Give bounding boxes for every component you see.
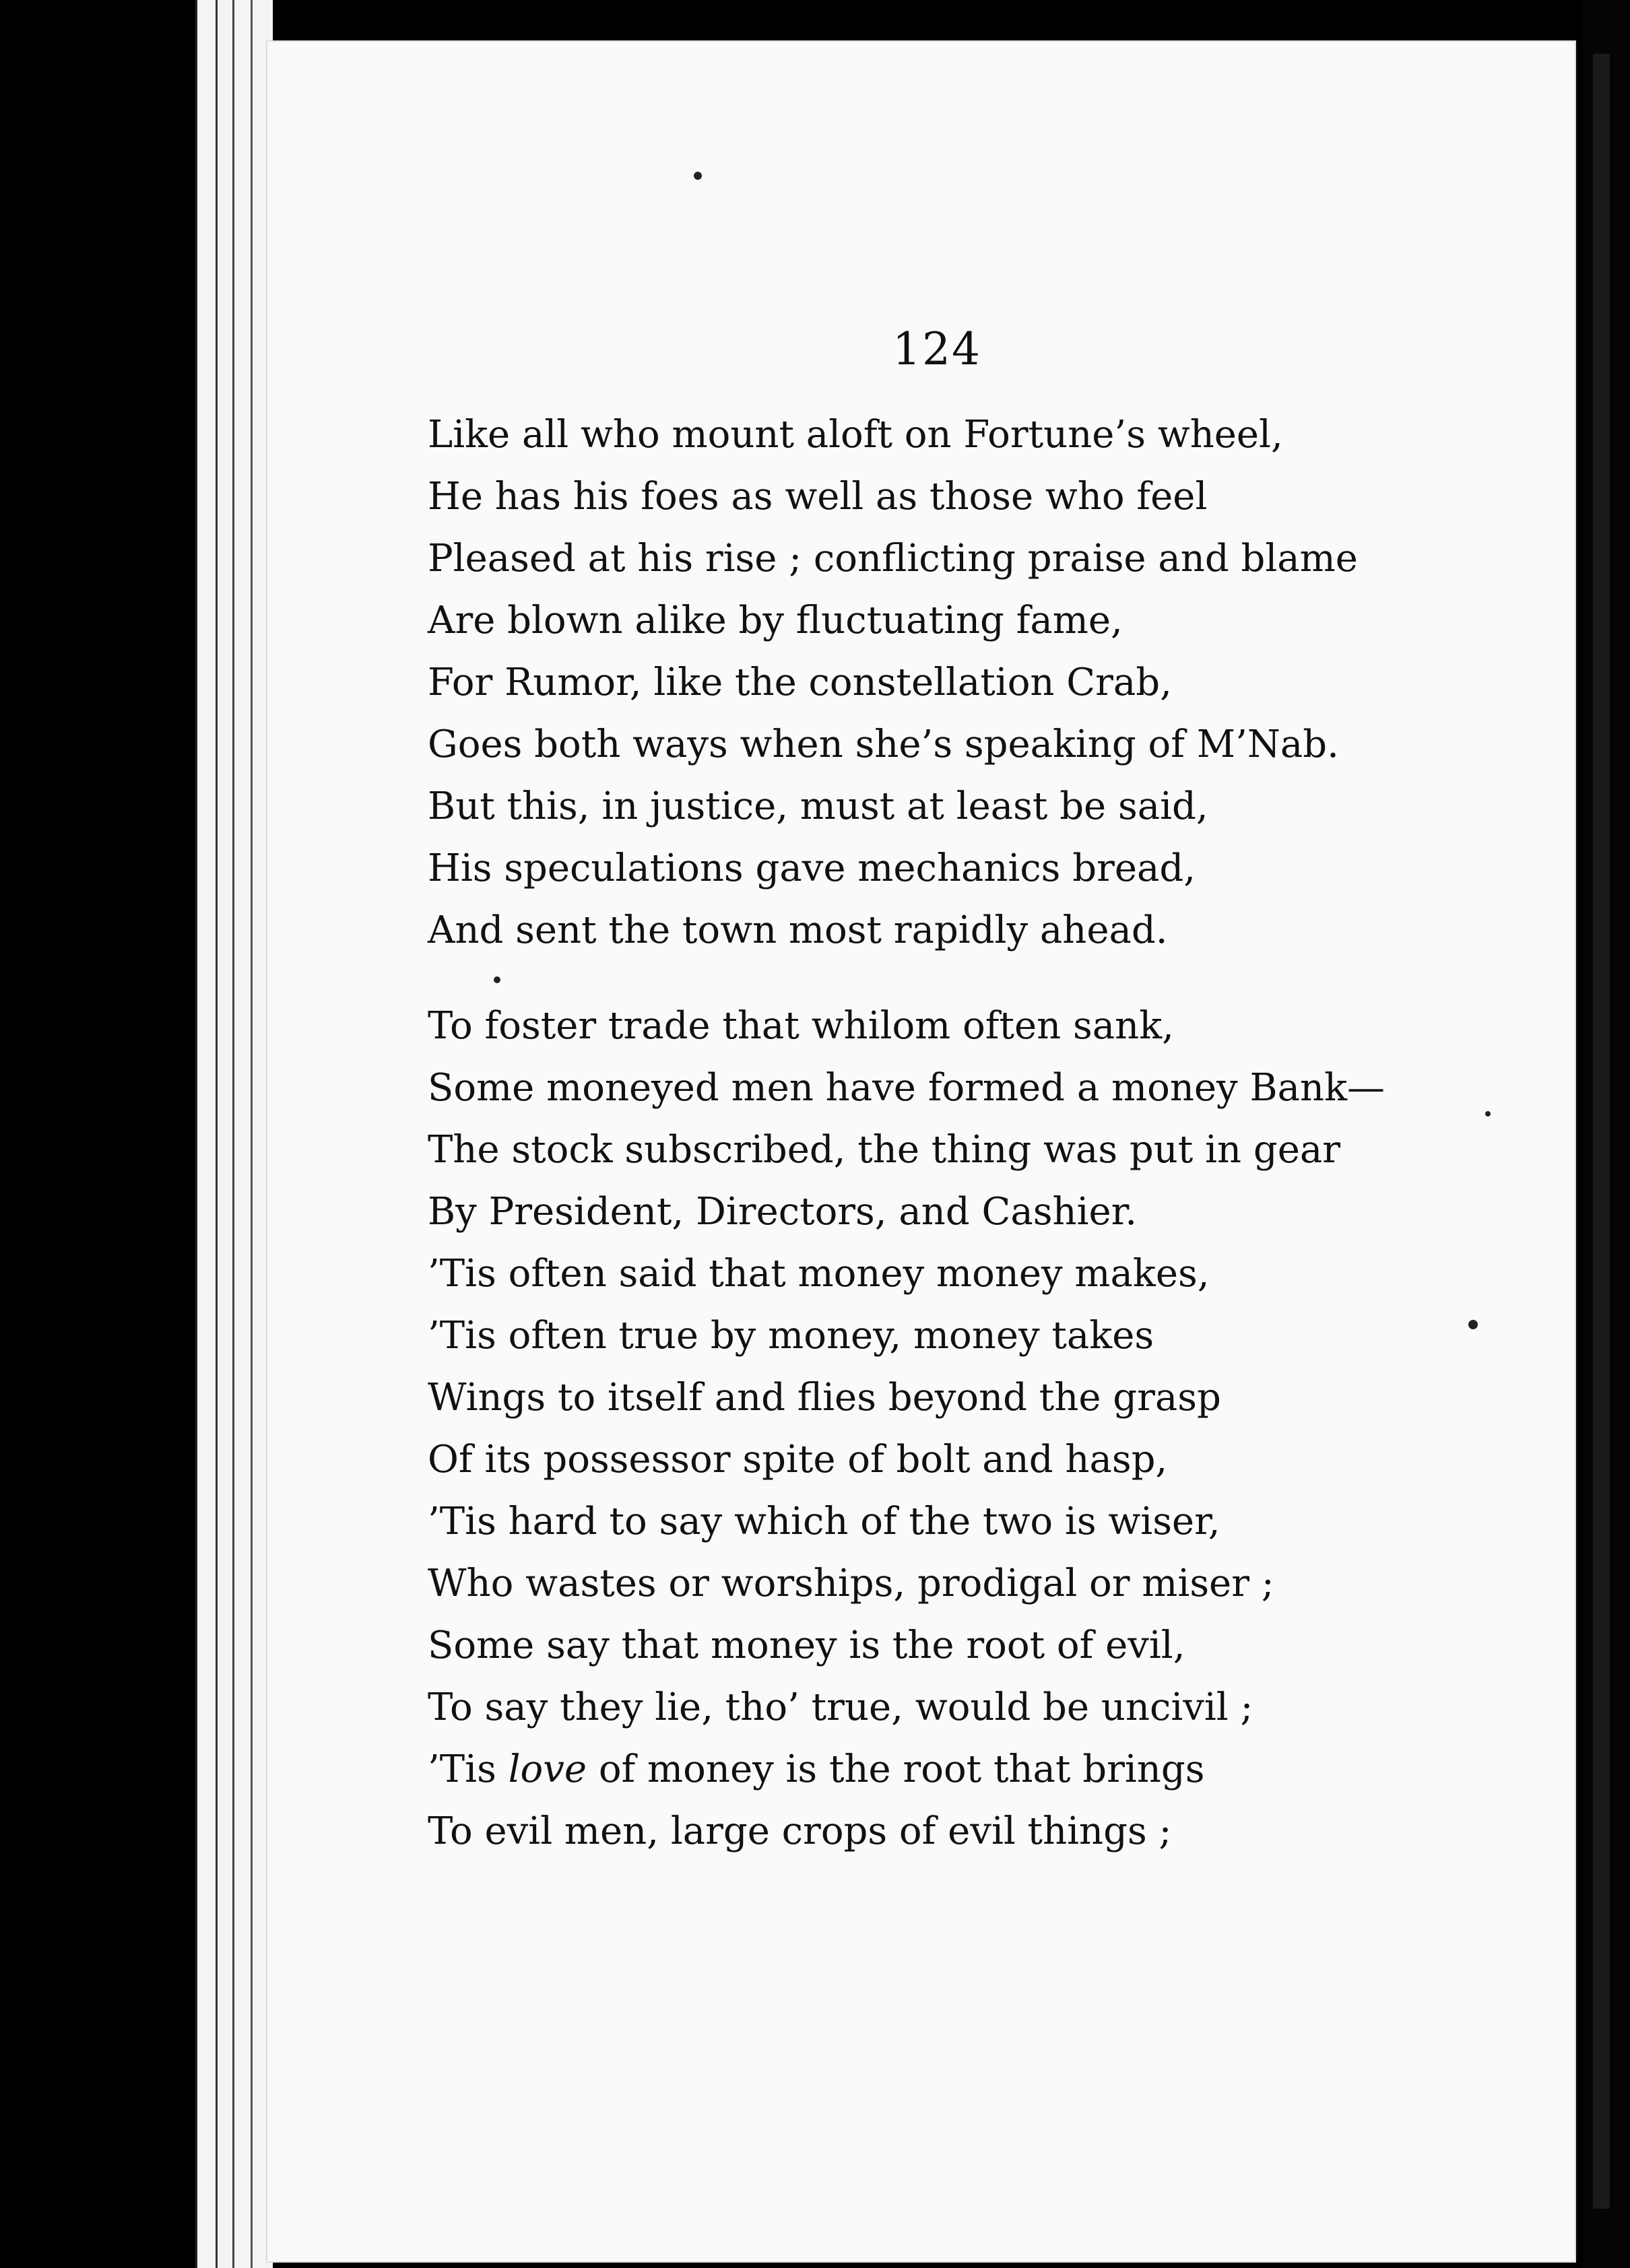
poem-line: Like all who mount aloft on Fortune’s wheel, [428, 413, 1283, 457]
poem-line: ’Tis hard to say which of the two is wiser, [428, 1500, 1220, 1543]
poem-line: Some moneyed men have formed a money Bank— [428, 1066, 1385, 1110]
ink-speck [1485, 1111, 1491, 1116]
poem-line: Wings to itself and flies beyond the grasp [428, 1376, 1221, 1420]
facing-page-edge [1593, 54, 1610, 2209]
poem-line: Goes both ways when she’s speaking of M’Nab. [428, 723, 1339, 766]
poem-line: Some say that money is the root of evil, [428, 1624, 1185, 1667]
line-start: ’Tis [428, 1747, 509, 1791]
poem-line: And sent the town most rapidly ahead. [428, 908, 1168, 952]
poem-line: Of its possessor spite of bolt and hasp, [428, 1438, 1168, 1481]
poem-line: The stock subscribed, the thing was put in gear [428, 1128, 1340, 1172]
poem-line: But this, in justice, must at least be said, [428, 785, 1208, 828]
poem-line: Who wastes or worships, prodigal or miser ; [428, 1562, 1274, 1605]
italic-word: love [508, 1747, 587, 1791]
poem-line: For Rumor, like the constellation Crab, [428, 661, 1172, 704]
poem-line: His speculations gave mechanics bread, [428, 846, 1196, 890]
poem-line: To evil men, large crops of evil things ; [428, 1809, 1172, 1853]
ink-speck [494, 976, 500, 983]
poem-line: He has his foes as well as those who feel [428, 475, 1208, 519]
poem-line: ’Tis often true by money, money takes [428, 1314, 1154, 1358]
poem-line: ’Tis often said that money money makes, [428, 1252, 1210, 1296]
poem-line: By President, Directors, and Cashier. [428, 1190, 1138, 1234]
page-number: 124 [892, 323, 981, 375]
poem-line: Pleased at his rise ; conflicting praise and blame [428, 537, 1358, 580]
ink-speck [1468, 1320, 1478, 1329]
ink-speck [694, 172, 702, 180]
poem-line-love [428, 1739, 1478, 1801]
poem-line: To foster trade that whilom often sank, [428, 1004, 1174, 1048]
stanza-break [428, 962, 1478, 995]
poem-line: To say they lie, tho’ true, would be uncivil ; [428, 1686, 1253, 1729]
line-end: of money is the root that brings [587, 1747, 1205, 1791]
poem-line: Are blown alike by fluctuating fame, [428, 599, 1123, 642]
poem-body [428, 404, 1478, 1863]
